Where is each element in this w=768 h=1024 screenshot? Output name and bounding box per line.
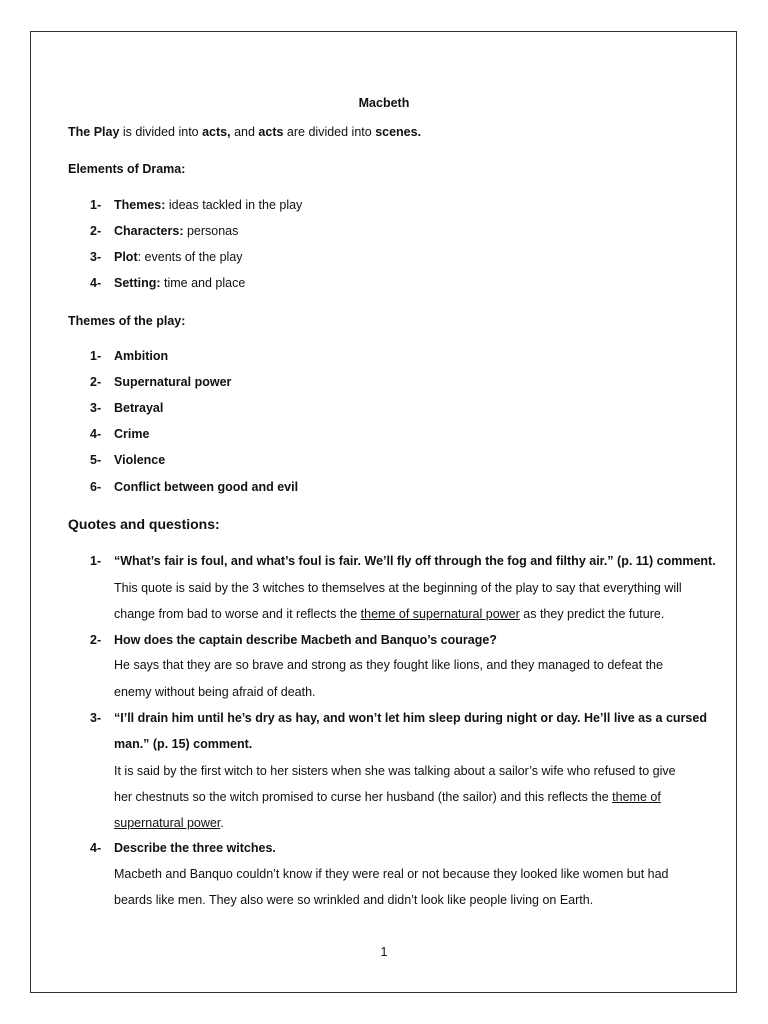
list-number: 4- bbox=[90, 276, 102, 290]
list-number: 3- bbox=[90, 250, 102, 264]
element-desc: : events of the play bbox=[137, 250, 243, 264]
quote-answer bbox=[114, 815, 224, 831]
list-item bbox=[90, 348, 168, 364]
quote-text: “I’ll drain him until he’s dry as hay, and won’t let him sleep during night or day. He’ll live as a cursed bbox=[114, 711, 707, 725]
quote-text: Describe the three witches. bbox=[114, 841, 276, 855]
theme-text: Ambition bbox=[114, 349, 169, 363]
answer-text: . bbox=[220, 816, 224, 830]
underlined-theme: theme of supernatural power bbox=[360, 607, 520, 621]
element-term: Plot bbox=[114, 250, 138, 264]
quote-question bbox=[90, 710, 707, 726]
list-number: 2- bbox=[90, 375, 102, 389]
quote-text: How does the captain describe Macbeth and Banquo’s courage? bbox=[114, 633, 497, 647]
quotes-heading: Quotes and questions: bbox=[68, 516, 220, 532]
element-desc: personas bbox=[183, 224, 239, 238]
themes-heading: Themes of the play: bbox=[68, 314, 186, 328]
theme-text: Betrayal bbox=[114, 401, 164, 415]
quote-answer: enemy without being afraid of death. bbox=[114, 685, 316, 699]
underlined-theme: supernatural power bbox=[114, 816, 221, 830]
element-term: Setting: bbox=[114, 276, 161, 290]
answer-text: her chestnuts so the witch promised to curse her husband (the sailor) and this reflects the bbox=[114, 790, 613, 804]
quote-answer: He says that they are so brave and strong as they fought like lions, and they managed to defeat the bbox=[114, 658, 663, 672]
elements-heading: Elements of Drama: bbox=[68, 162, 186, 176]
underlined-theme: theme of bbox=[612, 790, 661, 804]
list-item bbox=[90, 374, 231, 390]
page-number: 1 bbox=[380, 945, 388, 959]
list-item bbox=[90, 426, 149, 442]
list-item bbox=[90, 249, 243, 265]
theme-text: Violence bbox=[114, 453, 166, 467]
list-number: 3- bbox=[90, 711, 102, 725]
intro-text: and bbox=[230, 125, 259, 139]
list-number: 4- bbox=[90, 427, 102, 441]
quote-text: “What’s fair is foul, and what’s foul is fair. We’ll fly off through the fog and filthy air.” (p. 11) comment. bbox=[114, 554, 716, 568]
list-number: 1- bbox=[90, 198, 102, 212]
theme-text: Crime bbox=[114, 427, 150, 441]
quote-answer: Macbeth and Banquo couldn’t know if they were real or not because they looked like women but had bbox=[114, 867, 669, 881]
list-number: 1- bbox=[90, 349, 102, 363]
intro-scenes: scenes. bbox=[375, 125, 422, 139]
quote-answer: It is said by the first witch to her sisters when she was talking about a sailor’s wife who refused to give bbox=[114, 764, 676, 778]
quote-answer: beards like men. They also were so wrinkled and didn’t look like people living on Earth. bbox=[114, 893, 594, 907]
list-number: 3- bbox=[90, 401, 102, 415]
list-item bbox=[90, 452, 165, 468]
quote-answer: This quote is said by the 3 witches to themselves at the beginning of the play to say that everything will bbox=[114, 581, 682, 595]
element-desc: ideas tackled in the play bbox=[165, 198, 303, 212]
element-desc: time and place bbox=[160, 276, 246, 290]
list-item bbox=[90, 197, 302, 213]
quote-question bbox=[90, 840, 276, 856]
quote-question bbox=[90, 553, 716, 569]
document-title: Macbeth bbox=[358, 96, 410, 110]
list-number: 1- bbox=[90, 554, 102, 568]
list-item bbox=[90, 223, 238, 239]
intro-text: is divided into bbox=[119, 125, 203, 139]
list-item bbox=[90, 400, 163, 416]
quote-question bbox=[90, 632, 497, 648]
intro-acts: acts, bbox=[202, 125, 231, 139]
intro-acts: acts bbox=[258, 125, 284, 139]
element-term: Themes: bbox=[114, 198, 166, 212]
list-number: 5- bbox=[90, 453, 102, 467]
element-term: Characters: bbox=[114, 224, 184, 238]
theme-text: Conflict between good and evil bbox=[114, 480, 299, 494]
quote-answer bbox=[114, 789, 661, 805]
answer-text: change from bad to worse and it reflects the bbox=[114, 607, 361, 621]
intro-the-play: The Play bbox=[68, 125, 120, 139]
intro-line bbox=[68, 124, 421, 140]
list-number: 2- bbox=[90, 633, 102, 647]
quote-answer bbox=[114, 606, 664, 622]
answer-text: as they predict the future. bbox=[519, 607, 665, 621]
list-number: 2- bbox=[90, 224, 102, 238]
list-number: 6- bbox=[90, 480, 102, 494]
intro-text: are divided into bbox=[283, 125, 376, 139]
list-number: 4- bbox=[90, 841, 102, 855]
list-item bbox=[90, 275, 245, 291]
quote-question-continued: man.” (p. 15) comment. bbox=[114, 737, 253, 751]
theme-text: Supernatural power bbox=[114, 375, 232, 389]
list-item bbox=[90, 479, 298, 495]
